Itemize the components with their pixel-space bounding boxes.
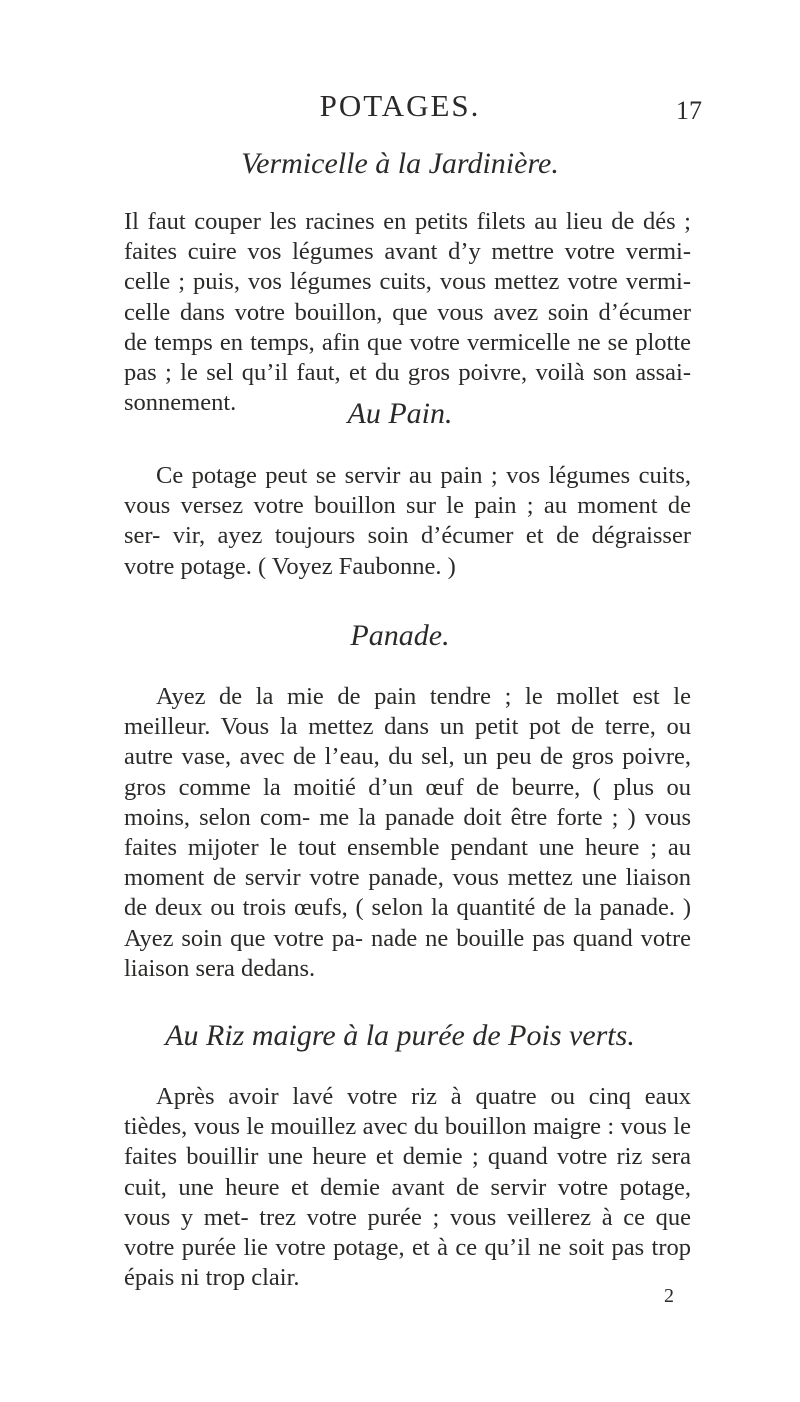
paragraph-panade: Ayez de la mie de pain tendre ; le mollet est le meilleur. Vous la mettez dans un petit pot de terre, ou autre vase, avec de l’eau, du sel, un peu de gros poivre, gros comme la moitié d’un œuf de beurre, ( plus ou moins, selon com- me la panade doit être forte ; ) vous faites mijoter le tout ensemble pendant une heure ; au moment de servir votre panade, vous mettez une liaison de deux ou trois œufs, ( selon la quantité de la panade. ) Ayez soin que votre pa- nade ne bouille pas quand votre liaison sera dedans. [124,683,691,982]
paragraph-riz-maigre: Après avoir lavé votre riz à quatre ou cinq eaux tièdes, vous le mouillez avec du bouillon maigre : vous le faites bouillir une heure et demie ; quand votre riz sera cuit, une heure et demie avant de servir votre potage, vous y met- trez votre purée ; vous veillerez à ce que votre purée lie votre potage, et à ce qu’il ne soit pas trop épais ni trop clair. [124,1083,691,1292]
running-head: POTAGES. [319,88,481,123]
paragraph-vermicelle: Il faut couper les racines en petits filets au lieu de dés ; faites cuire vos légumes avant d’y mettre votre vermi- celle ; puis, vos légumes cuits, vous mettez votre vermi- celle dans votre bouillon, que vous avez soin d’écumer de temps en temps, afin que votre vermicelle ne se plotte pas ; le sel qu’il faut, et du gros poivre, voilà son assai- sonnement. [124,208,691,417]
paragraph-au-pain: Ce potage peut se servir au pain ; vos légumes cuits, vous versez votre bouillon sur le pain ; au moment de ser- vir, ayez toujours soin d’écumer et de dégraisser votre potage. ( Voyez Faubonne. ) [124,462,691,580]
page-number: 17 [676,96,702,125]
section-heading-vermicelle: Vermicelle à la Jardinière. [241,147,559,180]
section-heading-riz-maigre: Au Riz maigre à la purée de Pois verts. [165,1019,635,1052]
signature-mark: 2 [664,1285,674,1307]
section-heading-panade: Panade. [350,619,450,652]
section-heading-au-pain: Au Pain. [347,397,453,430]
